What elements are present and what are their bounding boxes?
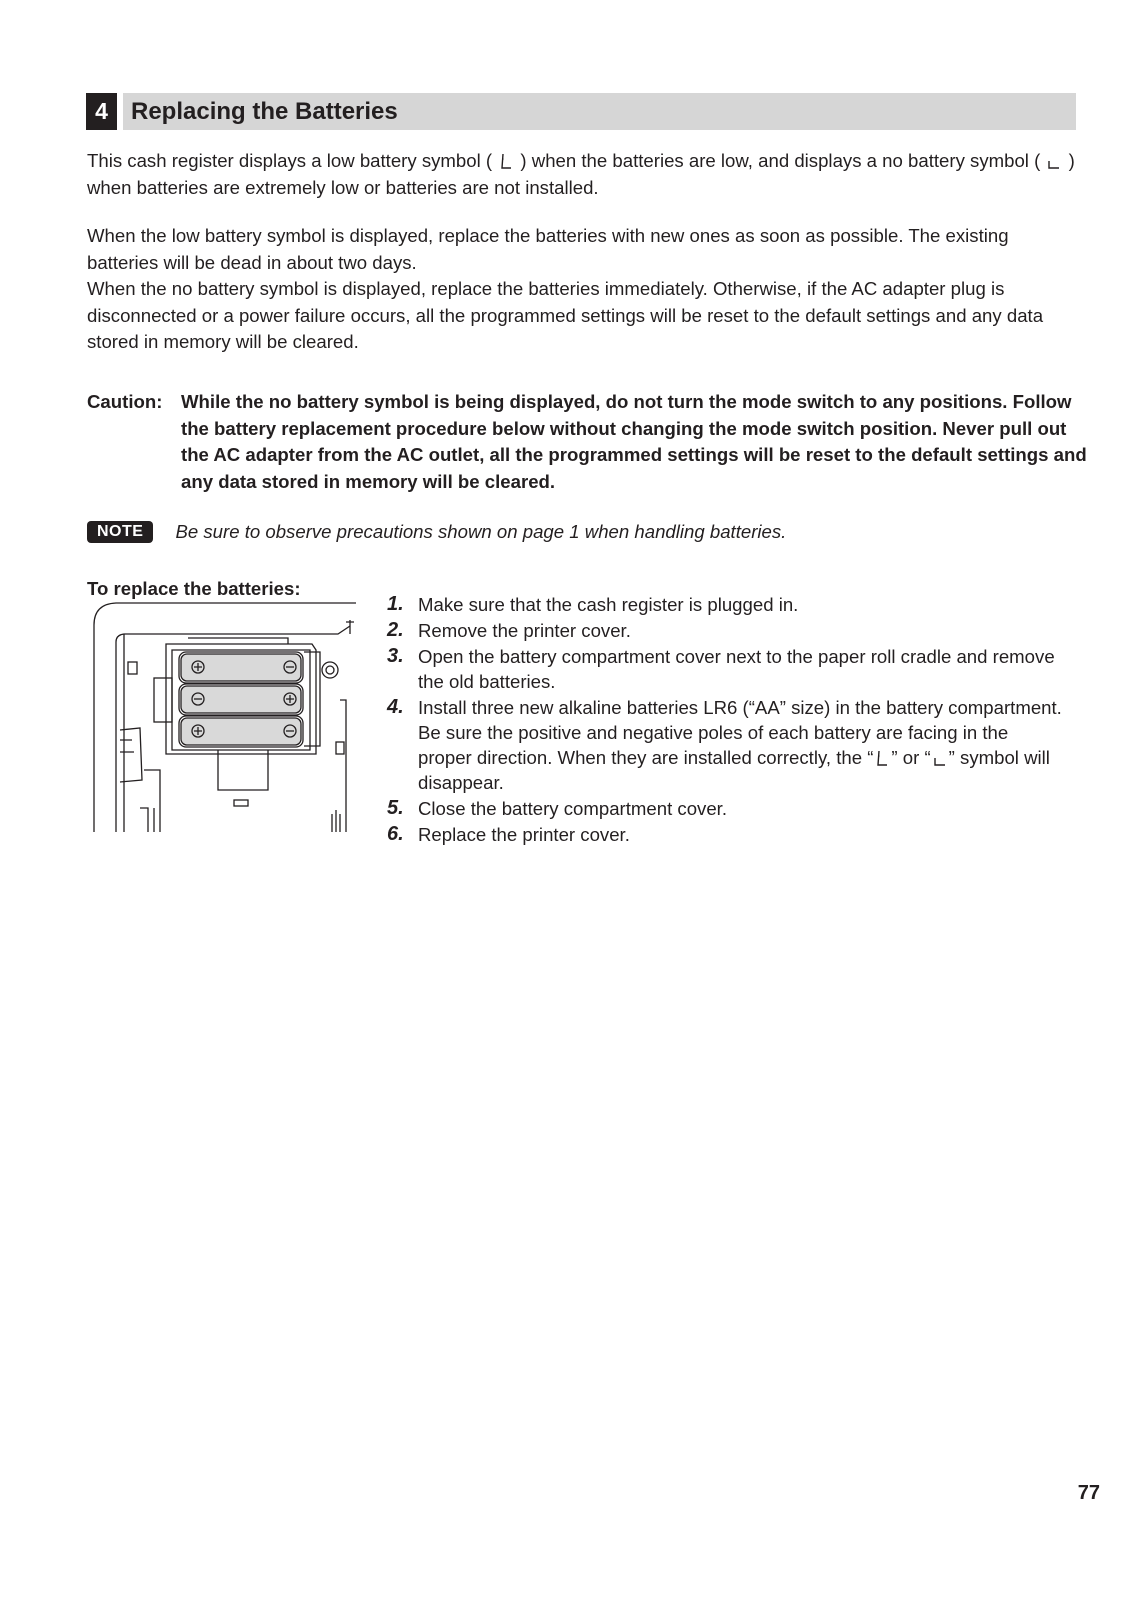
step-4-text-c: ” symbol will disappear.: [418, 747, 1050, 793]
page-number: 77: [1077, 1482, 1100, 1504]
section-title: Replacing the Batteries: [123, 93, 1076, 130]
step-text: Open the battery compartment cover next to the paper roll cradle and remove the old batteries.: [418, 646, 1055, 692]
step-number: 2.: [387, 619, 404, 641]
step-text: Close the battery compartment cover.: [418, 798, 728, 819]
no-battery-symbol-icon: [931, 749, 949, 767]
step-text: Make sure that the cash register is plugged in.: [418, 594, 799, 615]
section-number: 4: [86, 93, 117, 130]
caution-text: While the no battery symbol is being displayed, do not turn the mode switch to any positions. Follow the battery replacement procedure below without changing the mode switch position. Never pull out the AC adapter from the AC outlet, all the programmed settings will be reset to the default settings and any data stored in memory will be cleared.: [181, 391, 1087, 492]
low-battery-symbol-icon: [497, 152, 515, 170]
step-4-text-b: ” or “: [891, 747, 931, 768]
procedure-steps: [387, 592, 1067, 848]
list-item: [387, 618, 1067, 643]
step-text: Remove the printer cover.: [418, 620, 631, 641]
list-item: [387, 796, 1067, 821]
battery-compartment-illustration: [88, 600, 368, 840]
note-block: [87, 521, 786, 543]
no-battery-symbol-icon: [1045, 152, 1063, 170]
step-number: 6.: [387, 823, 404, 845]
procedure-heading: To replace the batteries:: [87, 578, 301, 599]
caution-block: [87, 389, 1087, 495]
intro-text-b: ) when the batteries are low, and displays a no battery symbol (: [520, 150, 1041, 171]
step-text: Replace the printer cover.: [418, 824, 630, 845]
step-text: [418, 695, 1067, 795]
intro-text-c: ) when batteries are extremely low or batteries are not installed.: [87, 150, 1075, 198]
step-4-text-a: Install three new alkaline batteries LR6 (“AA” size) in the battery compartment. Be sure the positive and negative poles of each battery are facing in the proper direction. When they are installed correctly, the “: [418, 697, 1062, 768]
step-number: 5.: [387, 797, 404, 819]
section-header: [86, 93, 1076, 130]
list-item: [387, 695, 1067, 795]
list-item: [387, 822, 1067, 847]
step-number: 3.: [387, 645, 404, 667]
note-badge: NOTE: [87, 521, 153, 543]
intro-text-a: This cash register displays a low battery symbol (: [87, 150, 493, 171]
intro-paragraph-1: [87, 148, 1077, 201]
low-battery-symbol-icon: [873, 749, 891, 767]
intro-paragraph-3: When the no battery symbol is displayed, replace the batteries immediately. Otherwise, if the AC adapter plug is disconnected or a power failure occurs, all the programmed settings will be reset to the default settings and any data stored in memory will be cleared.: [87, 278, 1044, 352]
caution-label: Caution:: [87, 391, 163, 412]
list-item: [387, 592, 1067, 617]
note-text: Be sure to observe precautions shown on page 1 when handling batteries.: [175, 521, 787, 542]
list-item: [387, 644, 1067, 694]
intro-paragraph-2: When the low battery symbol is displayed, replace the batteries with new ones as soon as possible. The existing batteries will be dead in about two days.: [87, 225, 1009, 273]
step-number: 1.: [387, 593, 404, 615]
step-number: 4.: [387, 696, 404, 718]
